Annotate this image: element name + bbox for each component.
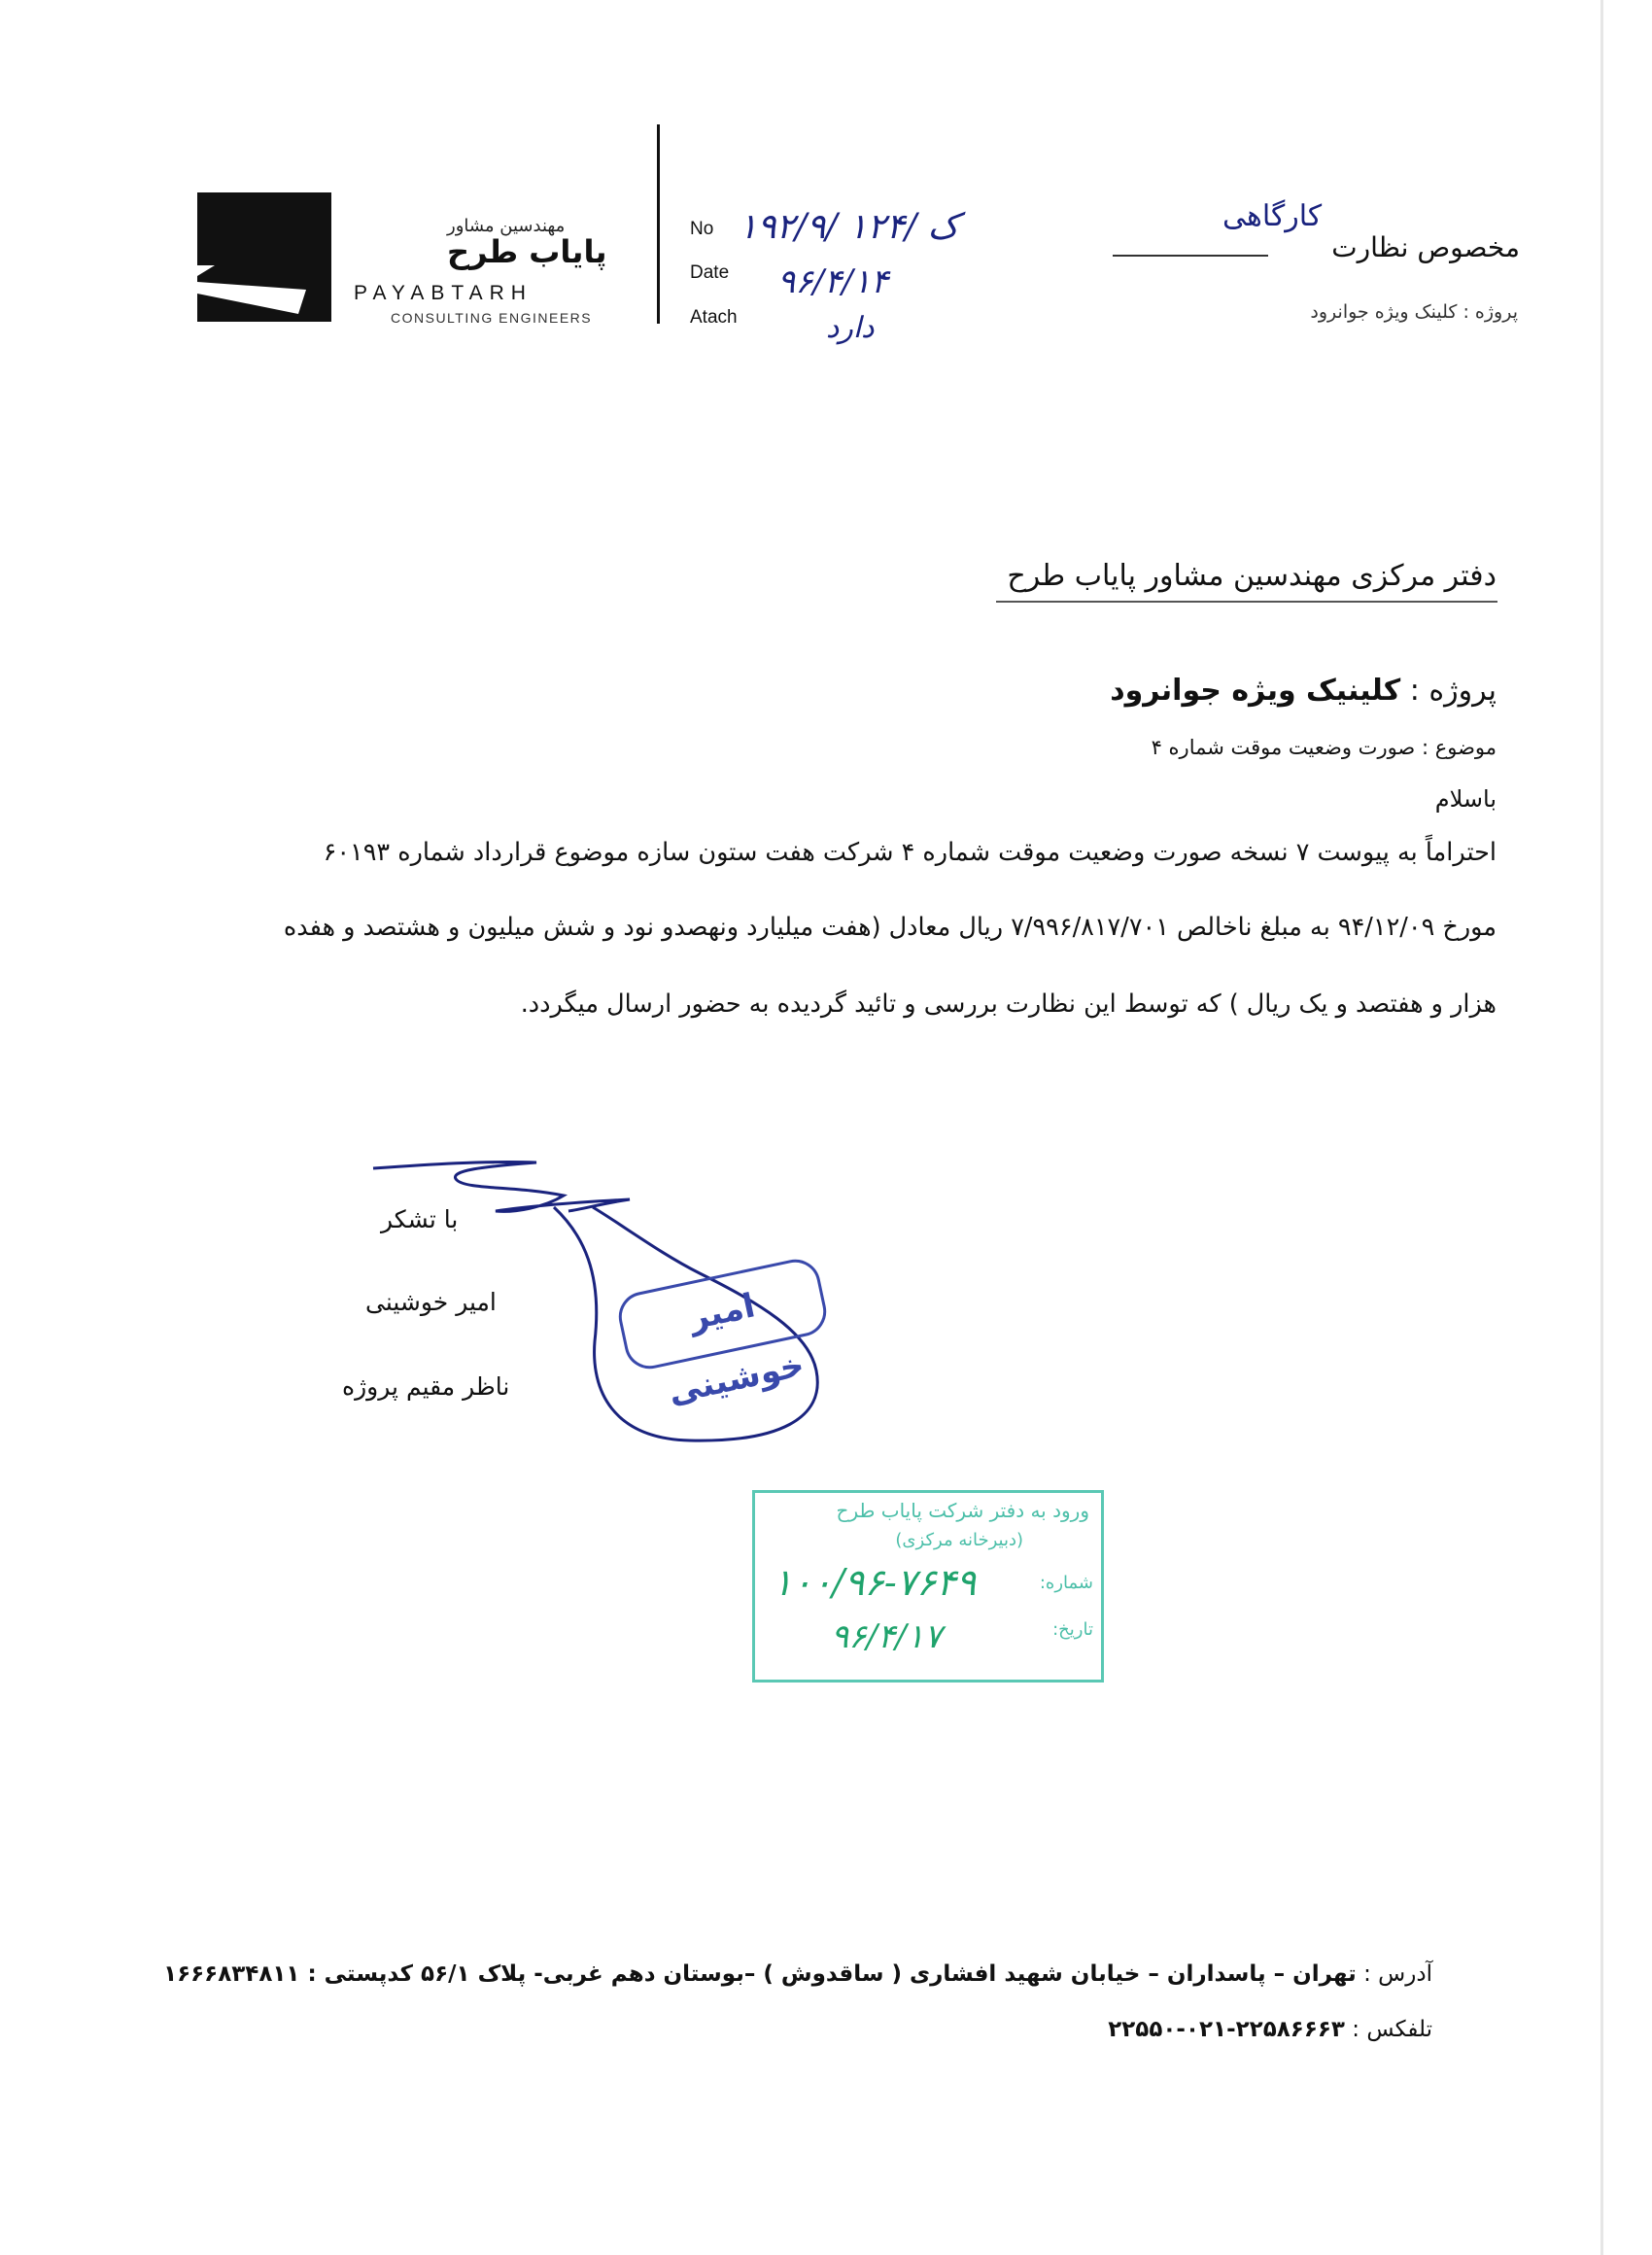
logo-english-subtitle: CONSULTING ENGINEERS xyxy=(391,310,593,326)
closing: با تشکر xyxy=(381,1205,459,1233)
header-project-label: پروژه : کلینک ویژه جوانرود xyxy=(1310,301,1518,323)
receipt-number-value: ۱۰۰/۹۶-۷۶۴۹ xyxy=(773,1561,977,1604)
greeting: باسلام xyxy=(1434,785,1497,813)
receipt-stamp xyxy=(752,1490,1104,1683)
paragraph-line: مورخ ۹۴/۱۲/۰۹ به مبلغ ناخالص ۷/۹۹۶/۸۱۷/۷۰۱ ریال معادل (هفت میلیارد ونهصدو نود و شش میلیون و هشتصد و هفده xyxy=(283,913,1497,942)
signer-name: امیر خوشینی xyxy=(365,1288,497,1316)
footer-phone xyxy=(1108,2017,1432,2042)
subject-line: موضوع : صورت وضعیت موقت شماره ۴ xyxy=(1151,736,1497,759)
paragraph-line: احتراماً به پیوست ۷ نسخه صورت وضعیت موقت شماره ۴ شرکت هفت ستون سازه موضوع قرارداد شماره ۶۰۱۹۳ xyxy=(323,838,1497,867)
logo-persian-name: پایاب طرح xyxy=(447,233,607,270)
paragraph-line: هزار و هفتصد و یک ریال ) که توسط این نظارت بررسی و تائید گردیده به حضور ارسال میگردد. xyxy=(520,989,1497,1019)
signer-title: ناظر مقیم پروژه xyxy=(342,1372,510,1401)
receipt-date-label: تاریخ: xyxy=(1052,1619,1093,1640)
addressee-underline xyxy=(996,601,1497,603)
receipt-number-label: شماره: xyxy=(1039,1573,1093,1593)
footer-address xyxy=(163,1961,1432,1987)
footer-address-label: آدرس : xyxy=(1356,1961,1432,1987)
project-line xyxy=(1110,674,1497,708)
meta-date-value: ۹۶/۴/۱۴ xyxy=(777,262,889,301)
project-prefix: پروژه : xyxy=(1400,674,1497,708)
footer-phone-label: تلفکس : xyxy=(1344,2017,1432,2042)
logo-english-name: PAYABTARH xyxy=(354,282,533,304)
page-edge xyxy=(1600,0,1603,2255)
receipt-stamp-title: ورود به دفتر شرکت پایاب طرح xyxy=(836,1499,1089,1522)
company-logo-icon xyxy=(197,192,331,322)
receipt-date-value: ۹۶/۴/۱۷ xyxy=(831,1617,943,1656)
project-name: کلینیک ویژه جوانرود xyxy=(1110,674,1401,708)
addressee: دفتر مرکزی مهندسین مشاور پایاب طرح xyxy=(1007,559,1497,593)
meta-no-label: No xyxy=(690,219,714,239)
header-office-handwritten: کارگاهی xyxy=(1222,199,1323,233)
footer-address-value: تهران – پاسداران – خیابان شهید افشاری ( ساقدوش ) –بوستان دهم غربی- پلاک ۵۶/۱ کدپستی : ۱۶۶۶۸۳۴۸۱۱ xyxy=(163,1961,1357,1987)
logo-persian-subtitle: مهندسین مشاور xyxy=(447,216,566,236)
meta-no-value: ۱۹۲/۹/ ک /۱۲۴ xyxy=(739,207,959,247)
header-divider xyxy=(657,124,660,324)
header-office-underline xyxy=(1113,255,1268,257)
meta-date-label: Date xyxy=(690,262,730,283)
footer-phone-value: ۲۲۵۸۶۶۶۳-۰۲۱-۲۲۵۵۰ xyxy=(1108,2017,1345,2042)
meta-atach-value: دارد xyxy=(826,311,875,345)
receipt-stamp-subtitle: (دبیرخانه مرکزی) xyxy=(895,1530,1023,1550)
header-office-label: مخصوص نظارت xyxy=(1331,231,1520,263)
meta-atach-label: Atach xyxy=(690,307,738,328)
signer-stamp: امیر خوشینی xyxy=(614,1255,831,1373)
